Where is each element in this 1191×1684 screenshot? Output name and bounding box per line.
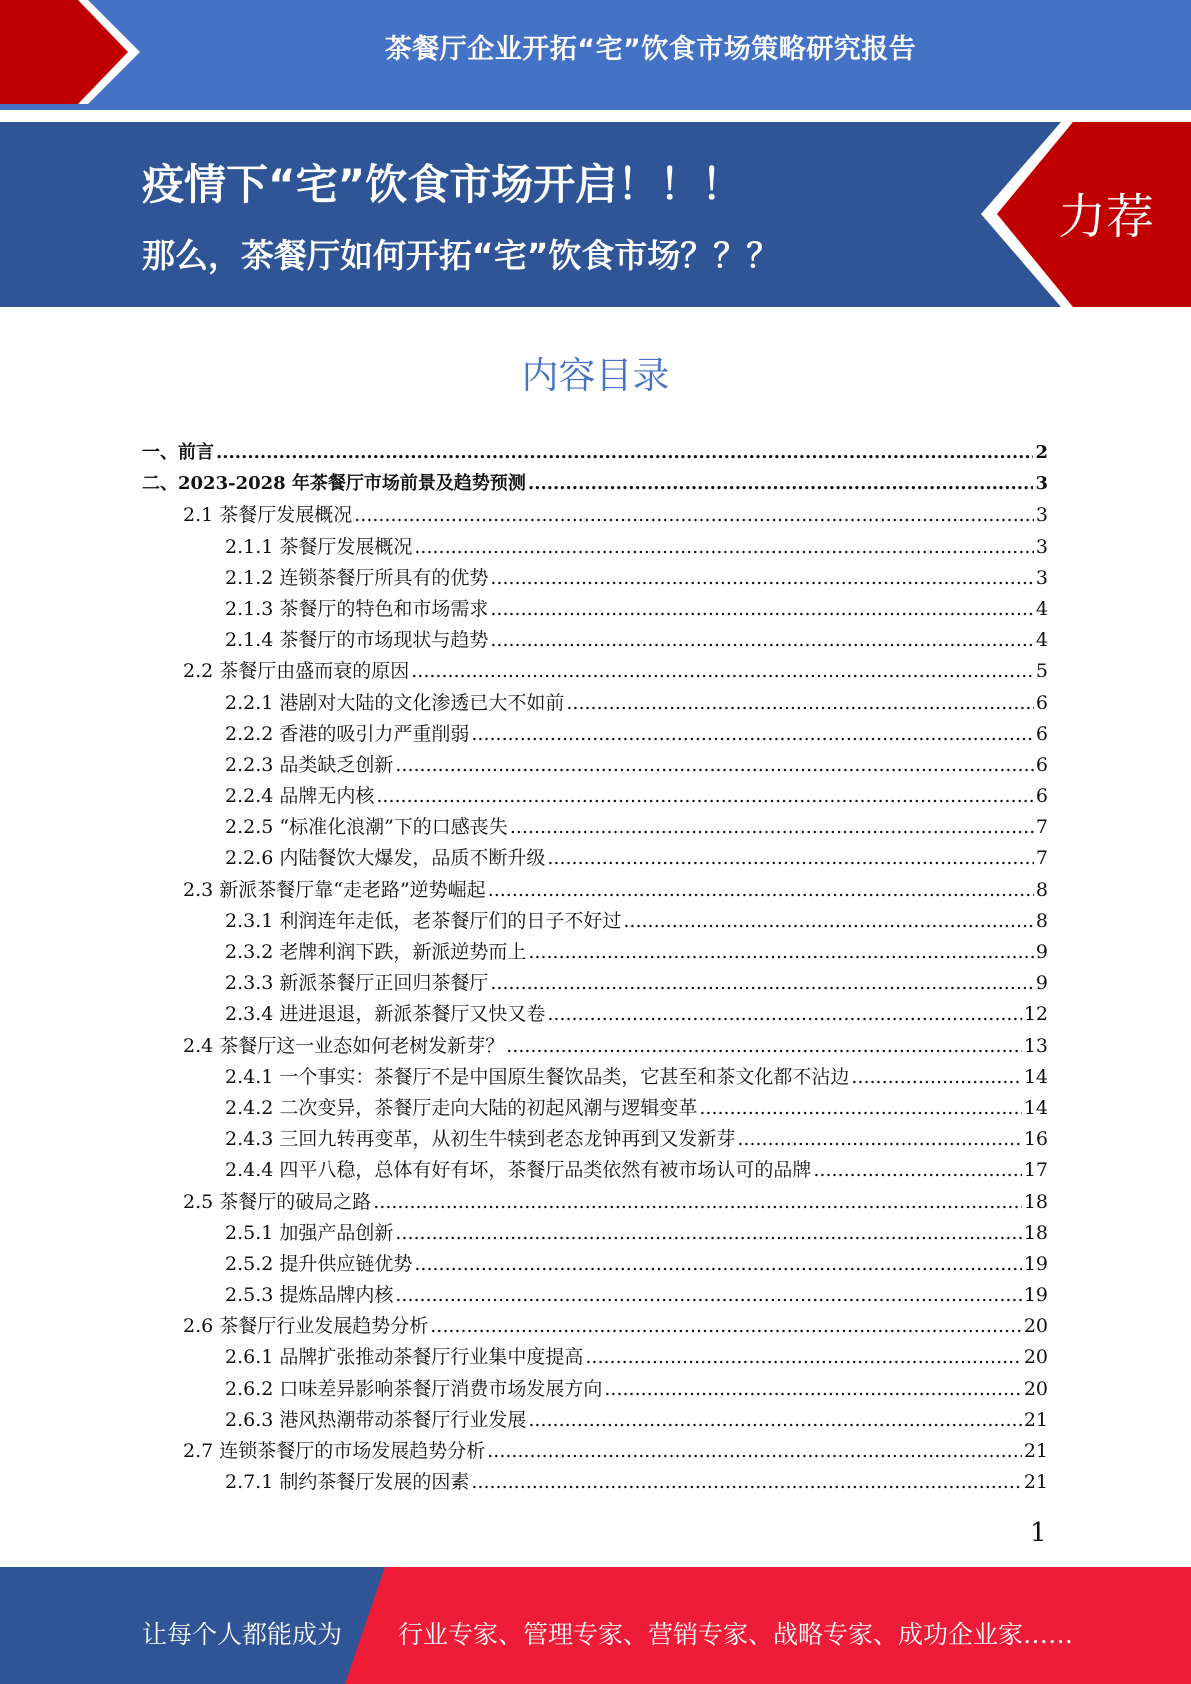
toc-entry[interactable]	[142, 625, 1048, 656]
toc-entry[interactable]	[142, 1124, 1048, 1155]
toc-dot-leader	[566, 692, 1034, 714]
banner-subheadline: 那么，茶餐厅如何开拓“宅”饮食市场？？？	[142, 236, 780, 275]
toc-entry-title: 一、前言	[142, 442, 214, 463]
toc-entry[interactable]	[142, 656, 1048, 687]
toc-entry-page: 5	[1035, 660, 1048, 683]
toc-entry[interactable]	[142, 438, 1048, 469]
toc-entry[interactable]	[142, 719, 1048, 750]
toc-entry[interactable]	[142, 1342, 1048, 1373]
toc-dot-leader	[395, 1284, 1021, 1306]
toc-entry[interactable]	[142, 1062, 1048, 1093]
toc-entry-title: 2.6.3 港风热潮带动茶餐厅行业发展	[225, 1408, 527, 1431]
toc-entry-page: 18	[1023, 1190, 1048, 1213]
toc-dot-leader	[547, 847, 1034, 869]
toc-entry-page: 21	[1023, 1471, 1048, 1494]
toc-entry-title: 2.7 连锁茶餐厅的市场发展趋势分析	[183, 1440, 486, 1462]
toc-entry-title: 2.6.2 口味差异影响茶餐厅消费市场发展方向	[225, 1377, 603, 1400]
toc-dot-leader	[623, 910, 1034, 932]
toc-dot-leader	[604, 1378, 1021, 1400]
toc-entry-title: 2.5.2 提升供应链优势	[225, 1252, 413, 1275]
toc-entry[interactable]	[142, 875, 1048, 906]
page-number: 1	[1030, 1518, 1047, 1548]
toc-entry[interactable]	[142, 1436, 1048, 1467]
footer-slogan-left: 让每个人都能成为	[142, 1620, 343, 1649]
toc-dot-leader	[414, 536, 1034, 558]
toc-entry-title: 2.5.3 提炼品牌内核	[225, 1284, 394, 1307]
toc-entry-page: 14	[1023, 1096, 1048, 1119]
toc-entry-title: 2.2 茶餐厅由盛而衰的原因	[183, 660, 410, 683]
toc-dot-leader	[699, 1097, 1021, 1119]
toc-entry[interactable]	[142, 563, 1048, 594]
recommend-badge: 力荐	[1058, 189, 1155, 245]
toc-entry[interactable]	[142, 812, 1048, 843]
toc-entry-page: 2	[1035, 442, 1048, 463]
toc-entry-page: 19	[1023, 1284, 1048, 1307]
toc-dot-leader	[414, 1253, 1021, 1275]
toc-dot-leader	[528, 1409, 1021, 1431]
toc-entry[interactable]	[142, 1155, 1048, 1186]
toc-entry-page: 12	[1023, 1003, 1048, 1026]
toc-entry-title: 2.4 茶餐厅这一业态如何老树发新芽？	[183, 1034, 505, 1057]
toc-entry-page: 20	[1023, 1377, 1048, 1400]
toc-dot-leader	[471, 1471, 1021, 1493]
toc-dot-leader	[528, 473, 1034, 494]
toc-entry-title: 2.1.1 茶餐厅发展概况	[225, 535, 413, 558]
toc-entry-page: 20	[1023, 1315, 1048, 1338]
toc-entry[interactable]	[142, 1187, 1048, 1218]
toc-entry-page: 3	[1035, 504, 1048, 527]
toc-entry-title: 2.2.4 品牌无内核	[225, 785, 375, 808]
toc-entry[interactable]	[142, 1405, 1048, 1436]
banner-headline: 疫情下“宅”饮食市场开启！！！	[142, 160, 744, 209]
toc-entry-page: 19	[1023, 1252, 1048, 1275]
toc-dot-leader	[490, 629, 1034, 651]
toc-dot-leader	[216, 442, 1033, 463]
toc-entry[interactable]	[142, 781, 1048, 812]
toc-entry[interactable]	[142, 1031, 1048, 1062]
toc-entry-page: 17	[1023, 1159, 1048, 1182]
toc-dot-leader	[490, 567, 1034, 589]
toc-entry-title: 2.3.1 利润连年走低，老茶餐厅们的日子不好过	[225, 909, 622, 932]
toc-entry-page: 21	[1023, 1408, 1048, 1431]
toc-entry[interactable]	[142, 750, 1048, 781]
toc-dot-leader	[395, 1222, 1021, 1244]
toc-entry-title: 2.4.4 四平八稳，总体有好有坏，茶餐厅品类依然有被市场认可的品牌	[225, 1159, 812, 1182]
toc-entry[interactable]	[142, 968, 1048, 999]
toc-entry-page: 18	[1023, 1221, 1048, 1244]
toc-entry-page: 9	[1035, 972, 1048, 995]
toc-entry[interactable]	[142, 1249, 1048, 1280]
toc-entry-page: 13	[1023, 1034, 1048, 1057]
toc-entry-page: 6	[1035, 753, 1048, 776]
toc-dot-leader	[376, 785, 1034, 807]
toc-entry-title: 2.3.3 新派茶餐厅正回归茶餐厅	[225, 972, 489, 995]
toc-dot-leader	[430, 1315, 1022, 1337]
toc-entry[interactable]	[142, 1218, 1048, 1249]
toc-entry-title: 二、2023-2028 年茶餐厅市场前景及趋势预测	[142, 473, 526, 495]
table-of-contents	[142, 438, 1048, 1498]
toc-entry-page: 20	[1023, 1346, 1048, 1369]
toc-dot-leader	[354, 504, 1034, 526]
toc-entry-page: 3	[1035, 473, 1048, 495]
toc-entry[interactable]	[142, 999, 1048, 1030]
toc-entry[interactable]	[142, 688, 1048, 719]
toc-entry-page: 7	[1035, 847, 1048, 870]
toc-entry-page: 9	[1035, 941, 1048, 963]
toc-entry-title: 2.1.2 连锁茶餐厅所具有的优势	[225, 566, 489, 589]
toc-entry[interactable]	[142, 1374, 1048, 1405]
toc-entry-page: 21	[1023, 1440, 1048, 1462]
toc-dot-leader	[547, 1003, 1021, 1025]
toc-heading: 内容目录	[521, 354, 670, 397]
toc-entry-title: 2.6 茶餐厅行业发展趋势分析	[183, 1315, 429, 1338]
toc-entry-title: 2.6.1 品牌扩张推动茶餐厅行业集中度提高	[225, 1346, 584, 1369]
toc-dot-leader	[487, 1440, 1022, 1462]
header-divider	[0, 110, 1191, 122]
toc-dot-leader	[471, 723, 1034, 745]
toc-dot-leader	[411, 660, 1034, 682]
toc-entry[interactable]	[142, 532, 1048, 563]
toc-dot-leader	[585, 1346, 1021, 1368]
toc-entry-page: 3	[1035, 535, 1048, 558]
toc-entry-title: 2.4.2 二次变异，茶餐厅走向大陆的初起风潮与逻辑变革	[225, 1096, 698, 1119]
toc-entry-title: 2.1 茶餐厅发展概况	[183, 504, 353, 527]
toc-entry-title: 2.2.3 品类缺乏创新	[225, 753, 394, 776]
toc-entry-page: 8	[1035, 909, 1048, 932]
toc-entry-title: 2.3.2 老牌利润下跌，新派逆势而上	[225, 941, 527, 963]
toc-entry-page: 6	[1035, 691, 1048, 714]
toc-entry[interactable]	[142, 469, 1048, 500]
toc-entry-page: 4	[1035, 597, 1048, 620]
toc-entry-page: 6	[1035, 785, 1048, 808]
toc-entry[interactable]	[142, 500, 1048, 531]
toc-entry[interactable]	[142, 906, 1048, 937]
toc-entry[interactable]	[142, 843, 1048, 874]
toc-entry-title: 2.4.1 一个事实：茶餐厅不是中国原生餐饮品类，它甚至和茶文化都不沾边	[225, 1065, 850, 1088]
toc-entry-title: 2.2.5 “标准化浪潮”下的口感丧失	[225, 816, 508, 839]
toc-entry-page: 3	[1035, 566, 1048, 589]
toc-entry[interactable]	[142, 937, 1048, 968]
toc-entry-page: 6	[1035, 722, 1048, 745]
report-title: 茶餐厅企业开拓“宅”饮食市场策略研究报告	[384, 34, 917, 65]
toc-entry-title: 2.1.3 茶餐厅的特色和市场需求	[225, 597, 489, 620]
toc-dot-leader	[851, 1066, 1021, 1088]
toc-entry[interactable]	[142, 1311, 1048, 1342]
toc-entry-title: 2.2.6 内陆餐饮大爆发，品质不断升级	[225, 847, 546, 870]
toc-dot-leader	[506, 1035, 1022, 1057]
toc-entry-page: 16	[1023, 1128, 1048, 1151]
toc-entry[interactable]	[142, 594, 1048, 625]
toc-entry-title: 2.5.1 加强产品创新	[225, 1221, 394, 1244]
toc-dot-leader	[373, 1191, 1022, 1213]
footer-slogan-right: 行业专家、管理专家、营销专家、战略专家、成功企业家……	[398, 1620, 1074, 1649]
toc-entry-title: 2.2.2 香港的吸引力严重削弱	[225, 722, 470, 745]
toc-dot-leader	[813, 1159, 1021, 1181]
toc-entry-page: 14	[1023, 1065, 1048, 1088]
toc-dot-leader	[488, 879, 1034, 901]
toc-entry-title: 2.2.1 港剧对大陆的文化渗透已大不如前	[225, 691, 565, 714]
toc-entry-title: 2.7.1 制约茶餐厅发展的因素	[225, 1471, 470, 1494]
toc-entry-title: 2.3 新派茶餐厅靠“走老路”逆势崛起	[183, 878, 486, 901]
toc-entry-page: 7	[1035, 816, 1048, 839]
toc-entry[interactable]	[142, 1093, 1048, 1124]
toc-entry-page: 8	[1035, 878, 1048, 901]
toc-entry[interactable]	[142, 1467, 1048, 1498]
toc-dot-leader	[737, 1128, 1021, 1150]
toc-entry-title: 2.1.4 茶餐厅的市场现状与趋势	[225, 629, 489, 652]
toc-entry-title: 2.5 茶餐厅的破局之路	[183, 1190, 372, 1213]
toc-entry-title: 2.3.4 进进退退，新派茶餐厅又快又卷	[225, 1003, 546, 1026]
header-red-arrow	[0, 0, 150, 110]
toc-dot-leader	[395, 754, 1034, 776]
toc-dot-leader	[490, 598, 1034, 620]
toc-entry-page: 4	[1035, 629, 1048, 652]
toc-dot-leader	[490, 972, 1034, 994]
toc-dot-leader	[528, 941, 1034, 963]
toc-dot-leader	[510, 816, 1034, 838]
toc-entry[interactable]	[142, 1280, 1048, 1311]
toc-entry-title: 2.4.3 三回九转再变革，从初生牛犊到老态龙钟再到又发新芽	[225, 1128, 736, 1151]
